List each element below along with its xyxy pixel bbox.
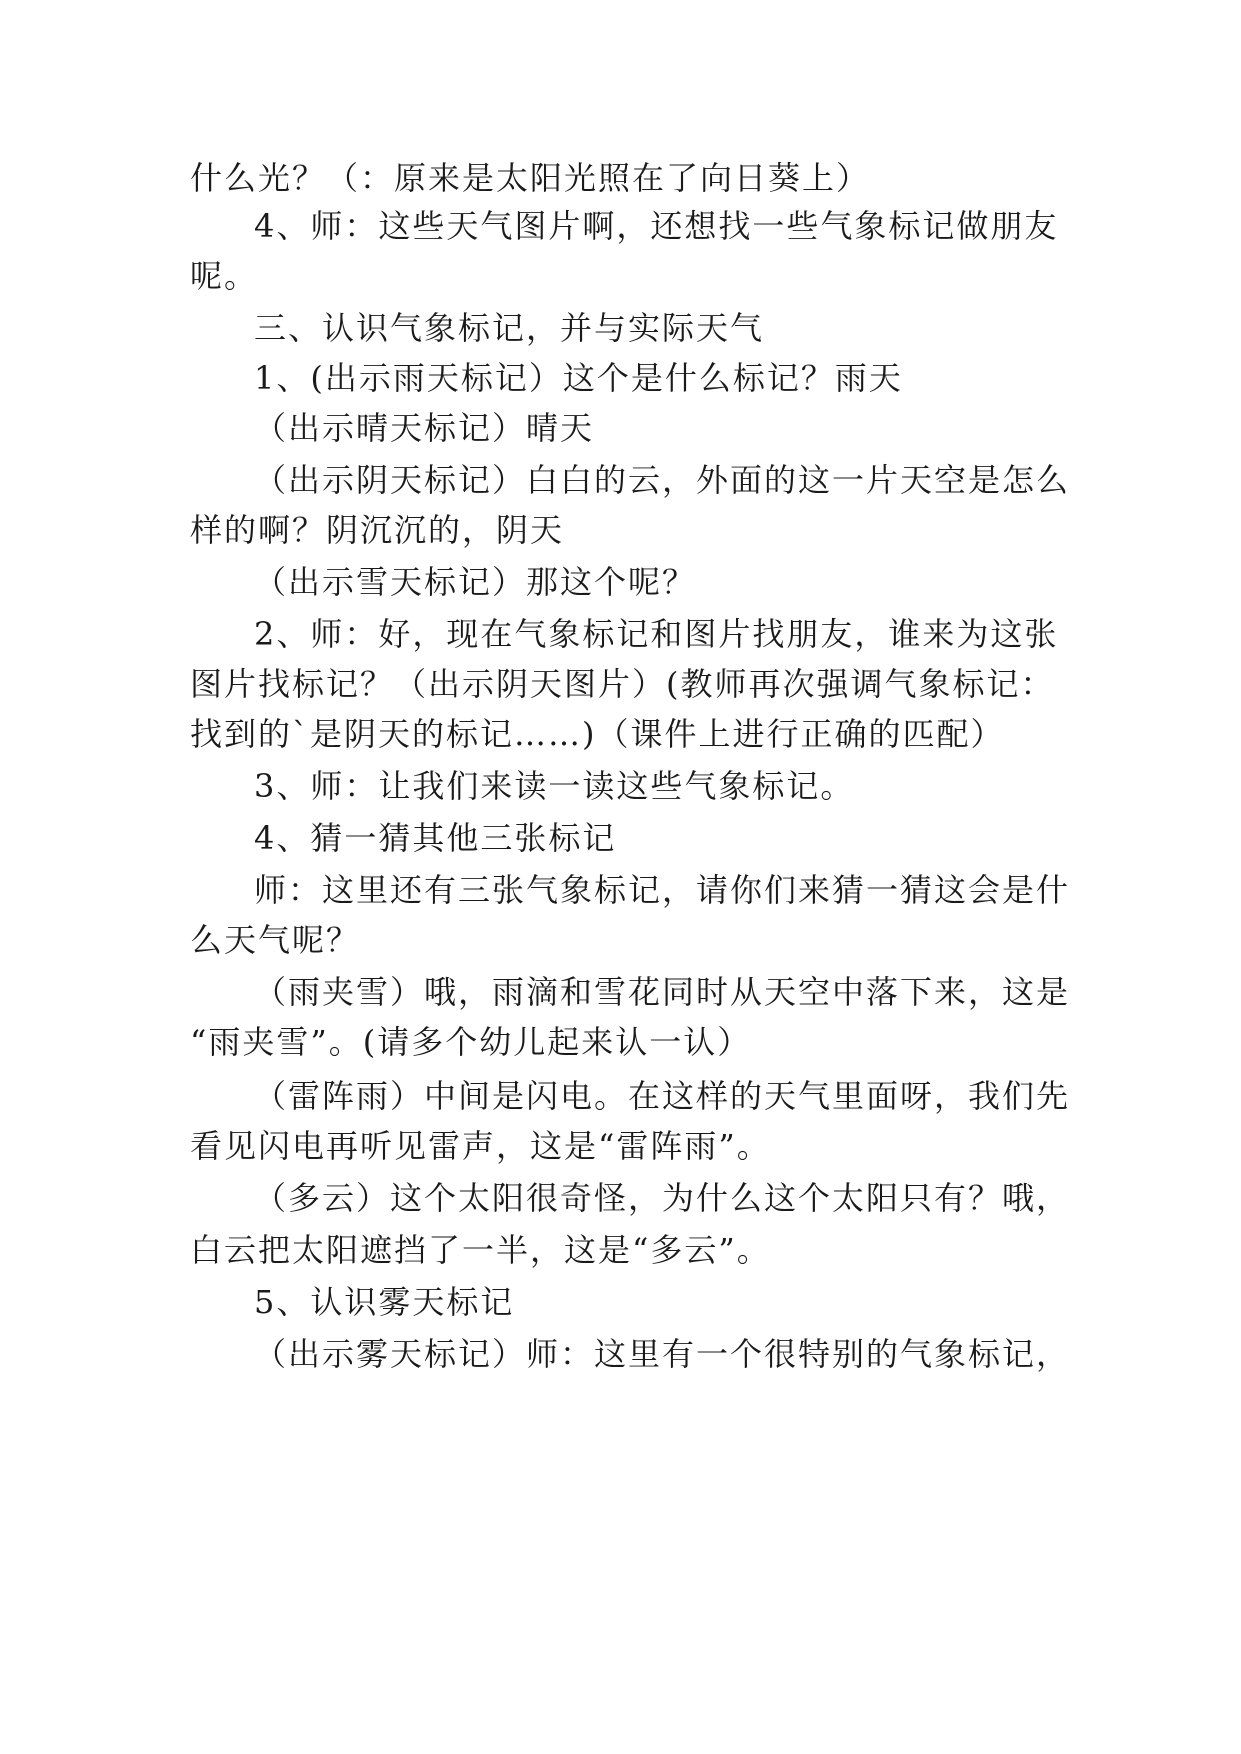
text-line: （出示雪天标记）那这个呢？: [254, 563, 697, 601]
text-line: （出示雾天标记）师：这里有一个很特别的气象标记，: [254, 1335, 1071, 1373]
text-line: 2、师：好，现在气象标记和图片找朋友，谁来为这张: [254, 615, 1059, 653]
text-line: 1、(出示雨天标记）这个是什么标记？雨天: [254, 359, 903, 397]
text-line: 什么光？（：原来是太阳光照在了向日葵上）: [190, 159, 871, 197]
text-line: （出示阴天标记）白白的云，外面的这一片天空是怎么: [254, 461, 1071, 499]
text-line: （出示晴天标记）晴天: [254, 409, 595, 447]
text-line: 4、师：这些天气图片啊，还想找一些气象标记做朋友: [254, 207, 1059, 245]
text-line: 么天气呢？: [190, 921, 361, 959]
text-line: 师：这里还有三张气象标记，请你们来猜一猜这会是什: [254, 871, 1071, 909]
text-line: （雨夹雪）哦，雨滴和雪花同时从天空中落下来，这是: [254, 973, 1071, 1011]
section-heading: 三、认识气象标记，并与实际天气: [254, 309, 765, 347]
text-line: （雷阵雨）中间是闪电。在这样的天气里面呀，我们先: [254, 1077, 1071, 1115]
text-line: 4、猜一猜其他三张标记: [254, 819, 617, 857]
text-line: （多云）这个太阳很奇怪，为什么这个太阳只有？哦，: [254, 1179, 1071, 1217]
text-line: 看见闪电再听见雷声，这是“雷阵雨”。: [190, 1127, 771, 1165]
text-line: “雨夹雪”。(请多个幼儿起来认一认）: [190, 1023, 752, 1061]
text-line: 样的啊？阴沉沉的，阴天: [190, 511, 565, 549]
text-line: 找到的`是阴天的标记……)（课件上进行正确的匹配）: [190, 715, 1005, 753]
text-line: 白云把太阳遮挡了一半，这是“多云”。: [190, 1231, 771, 1269]
text-line: 呢。: [190, 257, 259, 295]
text-line: 图片找标记？（出示阴天图片）(教师再次强调气象标记：: [190, 665, 1055, 703]
text-line: 5、认识雾天标记: [254, 1283, 515, 1321]
text-line: 3、师：让我们来读一读这些气象标记。: [254, 767, 855, 805]
